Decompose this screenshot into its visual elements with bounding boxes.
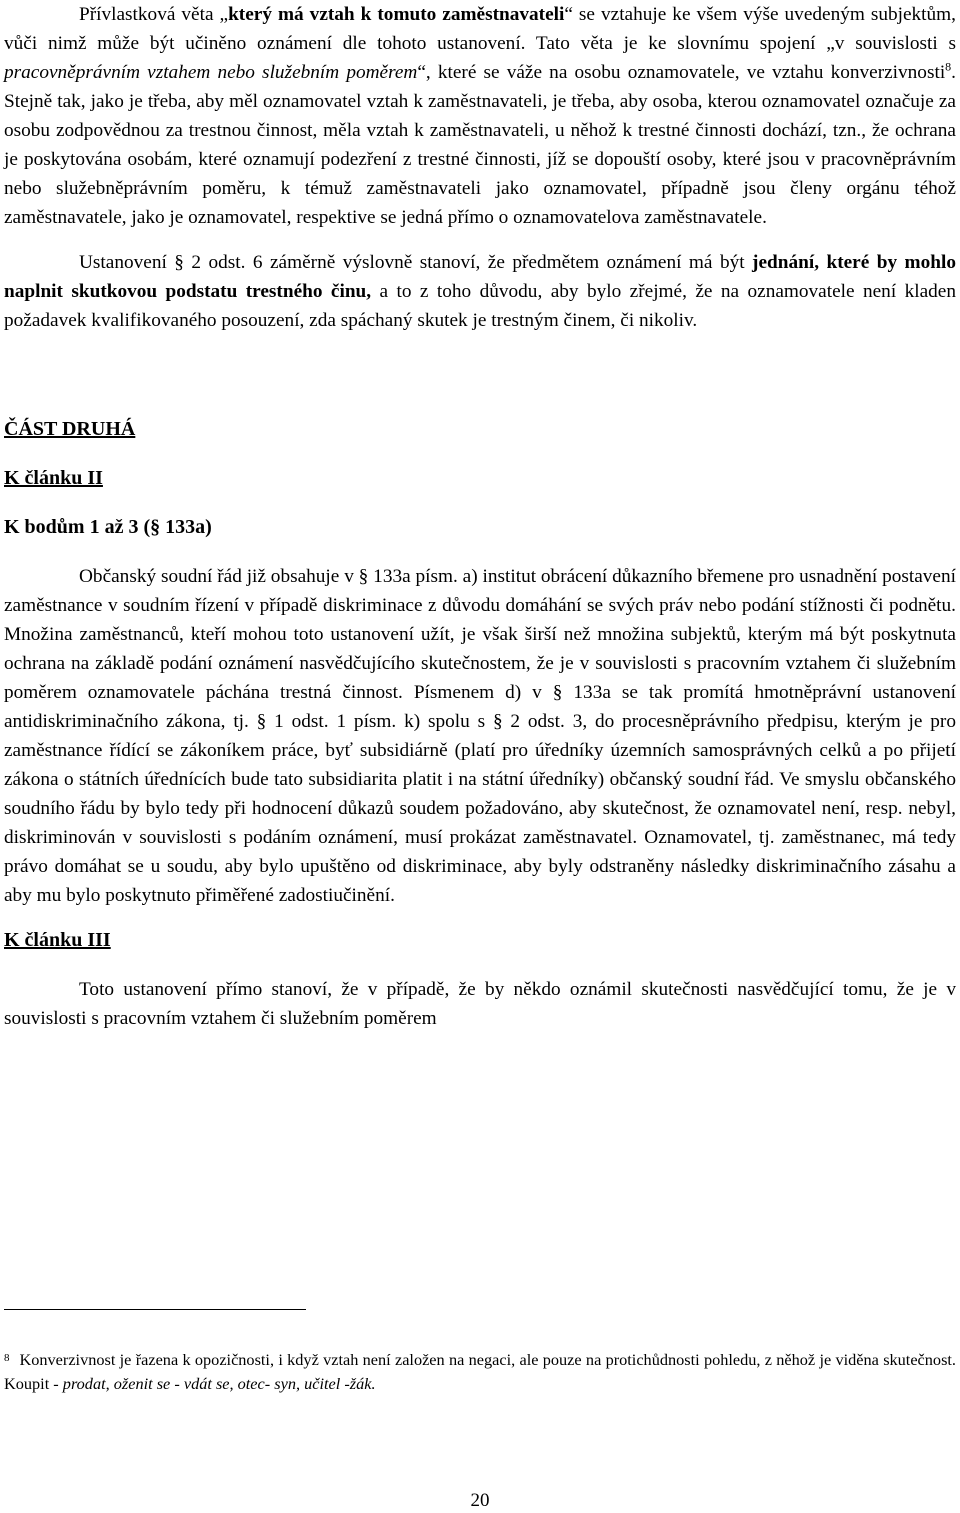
heading-article-3: K článku III (4, 929, 111, 951)
italic-phrase: pracovněprávním vztahem nebo služebním poměrem (4, 62, 418, 83)
text-run: “ se vztahuje ke všem výše uvedeným subjektům, vůči nimž může být učiněno oznámení dle tohoto ustanovení. Tato věta je ke slovnímu spojení „v souvislosti s (4, 4, 957, 54)
bold-phrase: jednání, které by mohlo naplnit skutkovou podstatu trestného činu, (4, 252, 956, 302)
document-page (4, 0, 956, 1033)
paragraph-4: Toto ustanovení přímo stanoví, že v případě, že by někdo oznámil skutečnosti nasvědčující tomu, že je v souvislosti s pracovním vztahem či služebním poměrem (4, 979, 956, 1029)
footnote-divider (4, 1309, 306, 1310)
heading-part-two: ČÁST DRUHÁ (4, 418, 136, 440)
footnote-italic-text: prodat, oženit se - vdát se, otec- syn, učitel -žák. (62, 1374, 376, 1393)
footnote-number: 8 (4, 1352, 10, 1364)
footnote-text: Konverzivnost je řazena k opozičnosti, i když vztah není založen na negaci, ale pouze na protichůdnosti pohledu, z něhož je viděna skutečnost. Koupit - (4, 1350, 956, 1393)
paragraph-2 (4, 248, 956, 335)
text-run: . Stejně tak, jako je třeba, aby měl oznamovatel vztah k zaměstnavateli, je třeba, aby osoba, kterou oznamovatel označuje za osobu zodpovědnou za trestnou činnost, měla vztah k zaměstnavateli, u něhož k trestné činnosti dochází, tzn., že ochrana je poskytována osobám, které oznamují podezření z trestné činnosti, jíž se dopouští osoby, které jsou v pracovněprávním nebo služebněprávním poměru, k témuž zaměstnavateli jako oznamovatel, případně jsou členy orgánu téhož zaměstnavatele, jako je oznamovatel, respektive se jedná přímo o oznamovatelova zaměstnavatele. (4, 62, 956, 228)
paragraph-1 (4, 0, 956, 232)
footnote-reference[interactable]: 8 (945, 59, 952, 74)
text-run: Přívlastková věta „ (79, 4, 229, 25)
text-run: a to z toho důvodu, aby bylo zřejmé, že na oznamovatele není kladen požadavek kvalifikovaného posouzení, zda spáchaný skutek je trestným činem, či nikoliv. (4, 281, 957, 331)
heading-points: K bodům 1 až 3 (§ 133a) (4, 516, 212, 538)
text-run: Ustanovení § 2 odst. 6 záměrně výslovně stanoví, že předmětem oznámení má být (79, 252, 753, 273)
heading-article-2: K článku II (4, 467, 103, 489)
paragraph-3: Občanský soudní řád již obsahuje v § 133a písm. a) institut obrácení důkazního břemene pro usnadnění postavení zaměstnance v soudním řízení v případě diskriminace z důvodu domáhání se svých práv nebo podání stížnosti či podnětu. Množina zaměstnanců, kteří mohou toto ustanovení užít, je však širší než množina subjektů, kterým má být poskytnuta ochrana na základě podání oznámení nasvědčujícího skutečnostem, že je v souvislosti s pracovním vztahem či služebním poměrem oznamovatele páchána trestná činnost. Písmenem d) v § 133a se tak promítá hmotněprávní ustanovení antidiskriminačního zákona, tj. § 1 odst. 1 písm. k) spolu s § 2 odst. 3, do procesněprávního předpisu, kterým je pro zaměstnance řídící se zákoníkem práce, byť subsidiárně (platí pro úředníky územních samosprávných celků a po přijetí zákona o státních úřednících bude tato subsidiarita platit i na státní úředníky) občanský soudní řád. Ve smyslu občanského soudního řádu by bylo tedy při hodnocení důkazů soudem požadováno, aby skutečnost, že oznamovatel není, resp. nebyl, diskriminován v souvislosti s podáním oznámení, musí prokázat zaměstnavatel. Oznamovatel, tj. zaměstnanec, má tedy právo domáhat se u soudu, aby bylo upuštěno od diskriminace, aby byly odstraněny následky diskriminačního zásahu a aby mu bylo poskytnuto přiměřené zadostiučinění. (4, 566, 956, 906)
bold-phrase: který má vztah k tomuto zaměstnavateli (228, 4, 565, 25)
footnote (4, 1348, 956, 1396)
page-number: 20 (470, 1490, 490, 1511)
text-run: “, které se váže na osobu oznamovatele, ve vztahu konverzivnosti (417, 62, 946, 83)
